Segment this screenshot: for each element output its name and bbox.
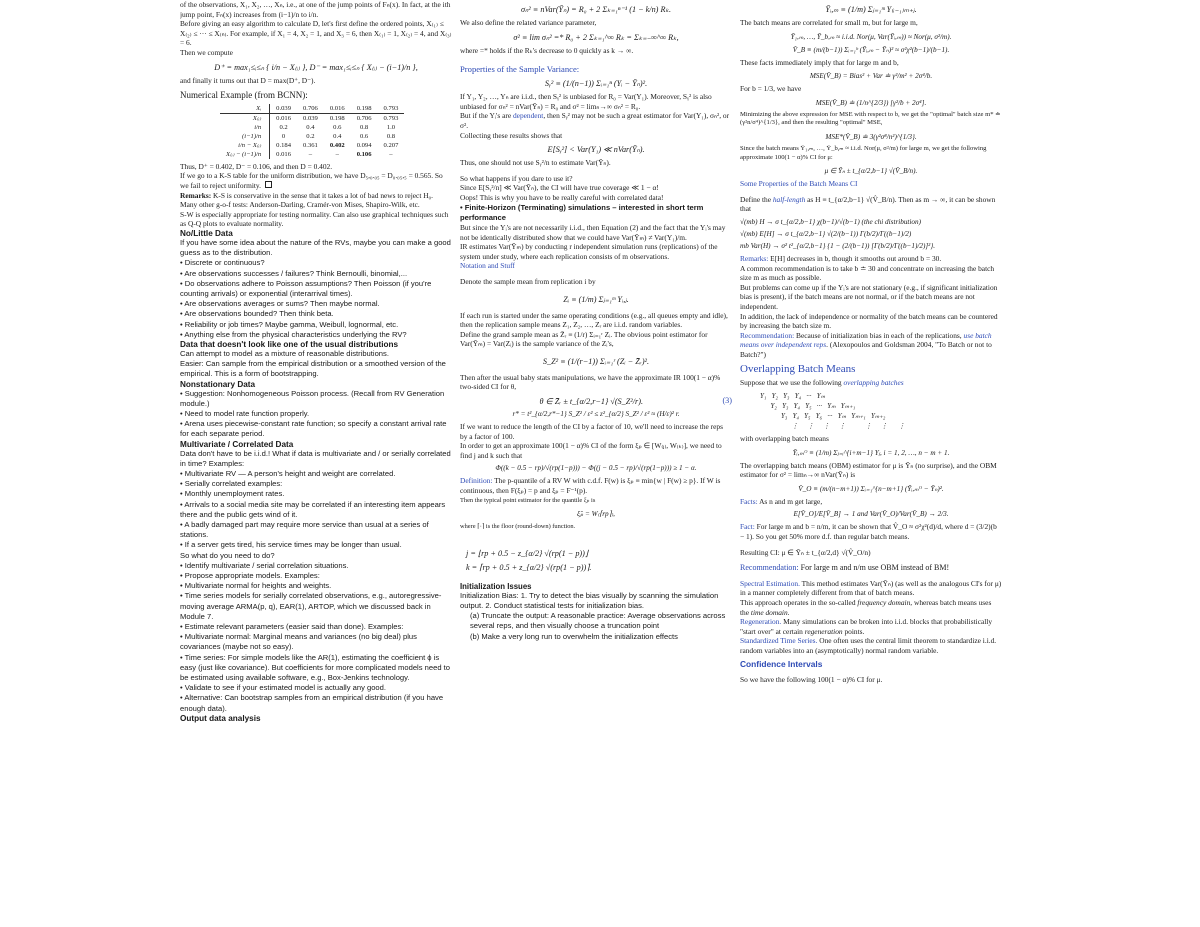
spectral-text: [740, 579, 1002, 598]
remarks-body: K-S is conservative in the sense that it takes a lot of bad news to reject H₀.: [211, 190, 433, 200]
regeneration-post: points.: [842, 626, 865, 636]
table-cell: 0.016: [276, 150, 291, 158]
table-cell: 0.198: [351, 104, 378, 114]
eq-obm: Ȳᵢ,ₘᴼ ≡ (1/m) Σⱼ₌ᵢ^{i+m−1} Yⱼ, i = 1, 2, …, n − m + 1.: [792, 448, 950, 457]
remarks-text: [180, 191, 452, 201]
definition-label: Definition:: [460, 476, 493, 486]
eq-xi: ξ̂ₚ = W₍⌈rp⌉₎,: [577, 510, 615, 519]
denote-text: Denote the sample mean from replication i by: [460, 276, 596, 286]
ks-table-text-body: If we go to a K-S table for the uniform distribution, we have D₅,₀.₀₅ = D₀.₀₅,₅ = 0.565. So we fail to reject uniformity.: [180, 171, 443, 190]
remarks-label: Remarks:: [740, 253, 769, 263]
ir-text: IR estimates Var(Ȳₘ) by conducting r independent simulation runs (replications) of the system under study, where each replication consists of m observations.: [460, 242, 718, 261]
overlapping-batch-means-heading: Overlapping Batch Means: [740, 363, 856, 376]
unusual-data-text-1: Can attempt to model as a mixture of reasonable distributions.: [180, 348, 389, 358]
table-cell: 0.793: [383, 114, 399, 122]
eq-iid-normal: Ȳ₁,ₘ, …, Ȳ_b,ₘ ≈ i.i.d. Nor(μ, Var(Ȳᵢ,ₘ)) ≈ Nor(μ, σ²/m).: [790, 32, 952, 41]
table-row: [220, 150, 404, 159]
facts-text: These facts immediately imply that for large m and b,: [740, 57, 899, 67]
resulting-ci-text: Resulting CI: μ ∈ Ȳₙ ± t_{α/2,d} √(V̂_O/n): [740, 547, 871, 557]
definition-text: [460, 476, 732, 495]
dare-text: So what happens if you dare to use it?: [460, 173, 573, 183]
list-item: • Do observations adhere to Poisson assumptions? Then Poisson (if you're counting arrivals) or exponential (interarrival times).: [180, 278, 432, 298]
no-little-data-list: [180, 258, 452, 340]
ci-text: So we have the following 100(1 − α)% CI for μ.: [740, 674, 883, 684]
table-cell: 0.6: [333, 123, 342, 131]
then-text: Then after the usual baby stats manipulations, we have the approximate IR 100(1 − α)% two-sided CI for θ,: [460, 372, 721, 392]
dependent-highlight: dependent: [512, 111, 544, 121]
list-item: • Time series: For simple models like the AR(1), estimating the coefficient ϕ is easy (just like covariance). But coefficients for more complicated models need to be estimated using available software, e.g., Box-Jenkins technology.: [180, 652, 450, 683]
nonstationary-list: [180, 389, 452, 440]
table-row-header: i/n − X₍ᵢ₎: [220, 141, 270, 150]
table-cell: 0: [281, 132, 286, 140]
table-cell: 0.039: [303, 114, 318, 122]
thus-text: Thus, one should not use Sᵧ²/n to estimate Var(Ȳₙ).: [460, 158, 611, 168]
qed-square-icon: [265, 181, 272, 188]
multivariate-heading: Multivariate / Correlated Data: [180, 439, 294, 449]
list-item: • Arena uses piecewise-constant rate function; so specify a constant arrival rate for each separate period.: [180, 419, 447, 439]
standardized-time-series-text: [740, 636, 1002, 655]
eq-h-3: mb Var(H) → σ² t²_{α/2,b−1} {1 − (2/(b−1)) [Γ(b/2)/Γ((b−1)/2)]²}.: [740, 241, 935, 250]
sw-text: S-W is especially appropriate for testing normality. Can also use graphical techniques such as Q-Q plots to evaluate normality.: [180, 209, 449, 229]
eq-dplus-dminus: D⁺ = max₁≤ᵢ≤ₙ { i/n − X₍ᵢ₎ }, D⁻ = max₁≤ᵢ≤ₙ { X₍ᵢ₎ − (i−1)/n },: [214, 62, 418, 72]
recommendation-body-b: . (Alexopoulos and Goldsman 2004, "To Batch or not to Batch?"): [740, 340, 992, 359]
obm-estimator-text: The overlapping batch means (OBM) estimator for μ is Ȳₙ (no surprise), and the OBM estimator for σ² = limₙ→∞ nVar(Ȳₙ) is: [740, 460, 997, 480]
init-option-a: (a) Truncate the output: A reasonable practice: Average observations across several reps, and then visually choose a truncation point: [470, 611, 726, 631]
approach-text: [740, 598, 1002, 617]
approach-d: time domain: [750, 607, 788, 617]
addition-text: In addition, the lack of independence or normality of the batch means can be countered by increasing the batch size m.: [740, 311, 998, 331]
half-length-pre: Define the: [740, 194, 773, 204]
sts-body: One often uses the central limit theorem to standardize i.i.d. random variables into an (asymptotically) normal random variable.: [740, 636, 997, 655]
list-item: • Are observations bounded? Then think beta.: [180, 309, 334, 319]
half-length-post: as H ≡ t_{α/2,b−1} √(V̂_B/n). Then as m → ∞, it can be shown that: [740, 194, 996, 214]
spectral-label: Spectral Estimation.: [740, 578, 800, 588]
list-item: • Identify multivariate / serial correlation situations.: [180, 560, 349, 570]
table-cell: 0.207: [383, 141, 399, 149]
regeneration-body: Many simulations can be broken into i.i.d. blocks that probabilistically "start over" at certain: [740, 617, 993, 636]
table-row: [220, 104, 404, 114]
fact-label: Fact:: [740, 522, 755, 532]
eq-inequality: E[Sᵧ²] < Var(Y₁) ≪ nVar(Ȳₙ).: [547, 145, 645, 155]
facts-large-text: [740, 497, 1002, 507]
list-item: • Multivariate RV — A person's height and weight are correlated.: [180, 468, 396, 478]
list-item: • If a server gets tired, his service times may be longer than usual.: [180, 540, 402, 550]
table-cell: –: [335, 150, 339, 158]
facts-body: As n and m get large,: [757, 496, 823, 506]
list-item: • Monthly unemployment rates.: [180, 489, 285, 499]
table-row-header: X₍ᵢ₎: [220, 113, 270, 123]
remarks-body: E[H] decreases in b, though it smooths out around b = 30.: [768, 253, 942, 263]
where-text: where =* holds if the Rₖ's decrease to 0 quickly as k → ∞.: [460, 45, 634, 55]
table-cell: 0.039: [270, 104, 297, 114]
table-cell: 0.8: [386, 132, 396, 140]
column-2: [460, 0, 732, 927]
eq-sigma: σ² ≡ lim σₙ² =* R₀ + 2 Σₖ₌₁^∞ Rₖ = Σₖ₌₋∞^∞ Rₖ,: [513, 32, 679, 42]
table-cell: 0.2: [306, 132, 315, 140]
so-what-text: So what do you need to do?: [180, 550, 275, 560]
batch-ci-properties-heading: Some Properties of the Batch Means CI: [740, 179, 858, 189]
oops-text: Oops! This is why you have to be really careful with correlated data!: [460, 192, 664, 202]
approach-a: This approach operates in the so-called: [740, 598, 858, 607]
eq-zi: Zᵢ ≡ (1/m) Σⱼ₌₁ᵐ Yᵢ,ⱼ.: [563, 294, 629, 304]
fact-body: For large m and b = n/m, it can be shown that V̂_O ≈ σ²χ²(d)/d, where d = (3/2)(b − 1). So you get 50% more d.f. than regular batch means.: [740, 522, 997, 542]
unusual-data-text-2: Easier: Can sample from the empirical distribution or a smoothed version of the empirical. This is a form of bootstrapping.: [180, 359, 446, 379]
recommendation-text: [740, 331, 1002, 360]
initialization-heading: Initialization Issues: [460, 581, 532, 591]
table-cell: 0.706: [356, 114, 372, 122]
for-b-text: For b = 1/3, we have: [740, 84, 802, 94]
table-cell: 0.8: [359, 123, 369, 131]
eq-mse-2: MSE(V̂_B) ≐ (1/n^{2/3}) [γ²/b + 2σ⁴].: [815, 98, 927, 107]
ks-algorithm-text: Before giving an easy algorithm to calculate D, let's first define the ordered points, X₍₁₎ ≤ X₍₂₎ ≤ ··· ≤ X₍ₙ₎. For example, if X₁ = 4, X₂ = 1, and X₃ = 6, then X₍₁₎ = 1, X₍₂₎ = 4, and X₍₃₎ = 6.: [180, 19, 452, 48]
list-item: • Arrivals to a social media site may be correlated if an interesting item appears there and the public gets wind of it.: [180, 499, 446, 519]
order-text: In order to get an approximate 100(1 − α)% CI of the form ξₚ ∈ [W₍ⱼ₎, W₍ₖ₎], we need to find j and k such that: [460, 441, 722, 460]
with-obm-text: with overlapping batch means: [740, 434, 829, 444]
facts-label: Facts:: [740, 496, 758, 506]
ks-finally-text: and finally it turns out that D = max(D⁺, D⁻).: [180, 75, 316, 85]
table-cell: 0.4: [306, 123, 315, 131]
dependent-text: [460, 111, 732, 130]
ks-table-text: [180, 171, 452, 190]
correlated-text: The batch means are correlated for small m, but for large m,: [740, 18, 918, 27]
eq-j: j = ⌊rp + 0.5 − z_{α/2} √(rp(1 − p))⌋: [466, 548, 589, 558]
eq-number: (3): [722, 396, 732, 406]
sample-variance-heading: Properties of the Sample Variance:: [460, 64, 580, 75]
multivariate-text: Data don't have to be i.i.d.! What if data is multivariate and / or serially correlated in time? Examples:: [180, 448, 451, 468]
regeneration-text: [740, 617, 1002, 636]
list-item: • Estimate relevant parameters (easier said than done). Examples:: [180, 622, 404, 632]
recommendation-highlight: use batch means over independent reps: [740, 330, 992, 350]
remarks-label: Remarks:: [180, 190, 212, 200]
table-cell: 0.106: [356, 150, 372, 158]
table-row: [220, 141, 404, 150]
eq-sigma-n: σₙ² ≡ nVar(Ȳₙ) = R₀ + 2 Σₖ₌₁ⁿ⁻¹ (1 − k/n) Rₖ.: [520, 5, 671, 14]
eq-h-1: √(mb) H → σ t_{α/2,b−1} χ(b−1)/√(b−1) (the chi distribution): [740, 217, 922, 226]
grand-mean-text: Define the grand sample mean as Z̄ᵣ ≡ (1/r) Σᵢ₌₁ʳ Zᵢ. The obvious point estimator for Var(Ȳₘ) = Var(Zᵢ) is the sample variance of the Zᵢ's,: [460, 329, 708, 349]
eq-mse: MSE(V̂_B) = Bias² + Var ≐ γ²/m² + 2σ⁴/b.: [809, 72, 933, 81]
recommendation-label: Recommendation:: [740, 330, 795, 340]
list-item: • Serially correlated examples:: [180, 479, 283, 489]
recommendation-obm-label: Recommendation:: [740, 563, 799, 573]
so-what-list: [180, 561, 452, 714]
table-cell: 0.016: [276, 114, 291, 122]
eq-rstar: r* = t²_{α/2,r*−1} S_Z² / ε² ≤ z²_{α/2} S_Z² / ε² ≈ (H/ε)² r.: [512, 410, 680, 419]
eq-ci: [460, 396, 732, 406]
recommendation-obm-body: For large m and n/m use OBM instead of BM!: [798, 563, 950, 573]
floor-text: where ⌈·⌉ is the floor (round-down) function.: [460, 523, 576, 531]
eq-h-2: √(mb) E[H] → σ t_{α/2,b−1} √(2/(b−1)) Γ(b/2)/Γ((b−1)/2): [740, 229, 912, 238]
half-length-text: [740, 195, 1002, 214]
variance-parameter-text: We also define the related variance parameter,: [460, 18, 597, 27]
spectral-body: This method estimates Var(Ȳₙ) (as well as the analogous CI's for μ) in a manner completely different from that of batch means.: [740, 578, 1002, 598]
table-cell: –: [308, 150, 313, 158]
table-cell: 0.361: [303, 141, 318, 149]
confidence-intervals-heading: Confidence Intervals: [740, 658, 823, 669]
no-little-data-text: If you have some idea about the nature of the RVs, maybe you can make a good guess as to the distribution.: [180, 237, 451, 258]
half-length-highlight: half-length: [772, 194, 806, 204]
suppose-highlight: overlapping batches: [843, 378, 904, 388]
nonstationary-heading: Nonstationary Data: [180, 379, 256, 389]
recommendation-obm-text: [740, 563, 1002, 573]
eq-ratio: E[V̂_O]/E[V̂_B] → 1 and Var(V̂_O)/Var(V̂_B) → 2/3.: [793, 510, 949, 519]
eq-k: k = ⌈rp + 0.5 + z_{α/2} √(rp(1 − p))⌉.: [466, 562, 592, 572]
table-row-header: X₍ᵢ₎ − (i−1)/n: [220, 150, 270, 159]
minimizing-text: Minimizing the above expression for MSE with respect to b, we get the "optimal" batch size m* ≐ (γ²n/σ⁴)^{1/3}, and then the resulting "optimal" MSE,: [740, 110, 1001, 127]
eq-sz: S_Z² ≡ (1/(r−1)) Σᵢ₌₁ʳ (Zᵢ − Z̄ᵣ)².: [542, 356, 650, 366]
list-item: • Anything else from the physical characteristics underlying the RV?: [180, 329, 407, 339]
table-row-header: i/n: [220, 123, 270, 132]
table-row-header: (i−1)/n: [220, 132, 270, 141]
table-cell: 0.4: [333, 132, 342, 140]
table-cell: 1.0: [386, 123, 396, 131]
list-item: • Reliability or job times? Maybe gamma, Weibull, lognormal, etc.: [180, 319, 399, 329]
each-run-text: If each run is started under the same operating conditions (e.g., all queues empty and idle), then the replication sample means Z₁, Z₂, …, Zᵣ are i.i.d. random variables.: [460, 310, 728, 330]
reduce-text: If we want to reduce the length of the CI by a factor of 10, we'll need to increase the reps by a factor of 100.: [460, 422, 723, 441]
dependent-post: , then Sᵧ² may not be such a great estimator for Var(Y₁), σₙ², or σ².: [460, 111, 730, 130]
regeneration-highlight: regeneration: [804, 626, 843, 636]
table-row-header: Xᵢ: [220, 104, 270, 114]
table-row: [220, 113, 404, 123]
ks-thus-text: Thus, D⁺ = 0.402, D⁻ = 0.106, and then D = 0.402.: [180, 161, 333, 171]
init-option-b: (b) Make a very long run to overwhelm the initialization effects: [470, 631, 678, 641]
list-item: • Are observations successes / failures? Think Bernoulli, binomial,...: [180, 268, 408, 278]
table-cell: 0.793: [378, 104, 405, 114]
approach-c: , whereas batch means uses the: [740, 598, 992, 617]
eq-sample-variance: Sᵧ² ≡ (1/(n−1)) Σᵢ₌₁ⁿ (Yᵢ − Ȳₙ)².: [544, 79, 648, 89]
eq-mse-3: MSE*(V̂_B) ≐ 3(γ²σ⁸/n²)^{1/3}.: [825, 132, 917, 141]
column-3: [740, 0, 1002, 927]
other-tests-text: Many other g-o-f tests: Anderson-Darling, Cramér-von Mises, Shapiro-Wilk, etc.: [180, 200, 420, 210]
coverage-text: Since E[Sᵧ²/n] ≪ Var(Ȳₙ), the CI will have true coverage ≪ 1 − α!: [460, 183, 659, 193]
table-cell: 0.016: [324, 104, 351, 114]
initialization-text: Initialization Bias: 1. Try to detect the bias visually by scanning the simulation output. 2. Conduct statistical tests for initialization bias.: [460, 590, 719, 611]
remarks-text: [740, 254, 1002, 264]
unusual-data-heading: Data that doesn't look like one of the usual distributions: [180, 339, 399, 349]
list-item: • Multivariate normal: Marginal means and variances (no big deal) plus covariances (maybe not so easy).: [180, 632, 417, 652]
finite-horizon-heading: • Finite-Horizon (Terminating) simulations – interested in short term performance: [460, 202, 704, 222]
table-cell: 0.6: [359, 132, 369, 140]
list-item: • Need to model rate function properly.: [180, 408, 310, 418]
dependent-pre: But if the Yᵢ's are: [460, 111, 513, 121]
sts-label: Standardized Time Series.: [740, 636, 818, 646]
eq-phi: Φ((k − 0.5 − rp)/√(rp(1−p))) − Φ((j − 0.5 − rp)/√(rp(1−p))) ≥ 1 − α.: [495, 464, 697, 473]
table-row: [220, 132, 404, 141]
column-1: [180, 0, 452, 927]
list-item: • Multivariate normal for heights and weights.: [180, 581, 332, 591]
ks-intro-text: of the observations, X₁, X₂, …, Xₙ, i.e., at one of the jump points of Fₙ(x). In fact, at the ith jump point, Fₙ(x) increases from (i−1)/n to i/n.: [180, 0, 451, 19]
list-item: • A badly damaged part may require more service than usual at a series of stations.: [180, 519, 429, 540]
ks-compute-text: Then we compute: [180, 47, 233, 57]
fact-text: [740, 522, 1002, 541]
finite-horizon-text: But since the Yᵢ's are not necessarily i.i.d., then Equation (2) and the fact that the Yᵢ's may not be identically distributed show that we could have Var(Ȳₘ) ≠ Var(Y₁)/m.: [460, 222, 726, 242]
list-item: • Alternative: Can bootstrap samples from an empirical distribution (if you have enough data).: [180, 693, 444, 713]
list-item: • Validate to see if your estimated model is actually any good.: [180, 683, 386, 693]
list-item: • Propose appropriate models. Examples:: [180, 571, 320, 580]
collecting-text: Collecting these results shows that: [460, 130, 563, 140]
table-cell: 0.198: [329, 114, 345, 122]
table-row: [220, 123, 404, 132]
eq-batch-mean: Ȳᵢ,ₘ ≡ (1/m) Σⱼ₌₁ᵐ Y₍ᵢ₋₁₎ₘ₊ⱼ.: [825, 5, 917, 14]
eq-vb: V̂_B ≡ (m/(b−1)) Σᵢ₌₁ᵇ (Ȳᵢ,ₘ − Ȳₙ)² ≈ σ²χ²(b−1)/(b−1).: [792, 45, 950, 54]
eq-vo: V̂_O ≡ (m/(n−m+1)) Σᵢ₌₁^{n−m+1} (Ȳᵢ,ₘᴼ − Ȳₙ)².: [798, 484, 944, 493]
table-cell: 0.402: [329, 141, 345, 149]
table-cell: –: [389, 150, 393, 158]
suppose-text: [740, 378, 1002, 388]
list-item: • Suggestion: Nonhomogeneous Poisson process. (Recall from RV Generation module.): [180, 388, 445, 408]
since-text: Since the batch means Ȳ₁,ₘ, …, Ȳ_b,ₘ ≈ i.i.d. Nor(μ, σ²/m) for large m, we get the following approximate 100(1 − α)% CI for μ:: [740, 144, 987, 161]
output-analysis-heading: Output data analysis: [180, 713, 261, 723]
bcnn-table: [220, 104, 404, 159]
eq-mu-ci: μ ∈ Ȳₙ ± t_{α/2,b−1} √(V̂_B/n).: [824, 167, 918, 176]
approach-e: .: [787, 607, 790, 617]
recommendation-body-a: Because of initialization bias in each of the replications,: [794, 330, 964, 340]
overlapping-batches-matrix: Y₁ Y₂ Y₃ Y₄ ··· Yₘ Y₂ Y₃ Y₄ Y₅ ··· Yₘ Yₘ₊₁ Y₃ Y₄ Y₅ Y₆ ··· Yₘ Yₘ₊₁ Yₘ₊₂ ⋮ ⋮ ⋮ ⋮ ⋮ ⋮ ⋮: [760, 392, 906, 431]
table-cell: 0.094: [356, 141, 372, 149]
multivariate-list: [180, 469, 452, 551]
eq-ci-body: θ ∈ Z̄ᵣ ± t_{α/2,r−1} √(S_Z²/r).: [539, 397, 643, 407]
problems-text: But problems can come up if the Yᵢ's are not stationary (e.g., if significant initialization bias is present), if the batch means are not normal, or if the batch means are not independent.: [740, 282, 998, 311]
common-recommendation-text: A common recommendation is to take b ≐ 30 and concentrate on increasing the batch size m as much as possible.: [740, 263, 995, 283]
suppose-pre: Suppose that we use the following: [740, 378, 844, 388]
typical-text: Then the typical point estimator for the quantile ξₚ is: [460, 496, 596, 504]
regeneration-label: Regeneration.: [740, 617, 782, 627]
notation-heading: Notation and Stuff: [460, 261, 515, 271]
table-cell: 0.706: [297, 104, 324, 114]
table-cell: 0.2: [279, 123, 288, 131]
list-item: • Discrete or continuous?: [180, 258, 265, 268]
table-cell: 0.184: [276, 141, 291, 149]
definition-body: The p-quantile of a RV W with c.d.f. F(w) is ξₚ ≡ min{w | F(w) ≥ p}. If W is continuous, then F(ξₚ) = p and ξₚ = F⁻¹(p).: [460, 476, 721, 496]
list-item: • Are observations averages or sums? Then maybe normal.: [180, 299, 380, 309]
list-item: • Time series models for serially correlated observations, e.g., autoregressive-moving average ARMA(p, q), EAR(1), ARTOP, which we discussed back in Module 7.: [180, 591, 442, 621]
no-little-data-heading: No/Little Data: [180, 228, 233, 238]
approach-b: frequency domain: [857, 598, 911, 607]
iid-text: If Y₁, Y₂, …, Yₙ are i.i.d., then Sᵧ² is unbiased for R₀ = Var(Y₁). Moreover, Sᵧ² is also unbiased for σₙ² = nVar(Ȳₙ) = R₀ and σ² = limₙ→∞ σₙ² = R₀.: [460, 92, 712, 111]
numerical-example-heading: Numerical Example (from BCNN):: [180, 90, 308, 101]
